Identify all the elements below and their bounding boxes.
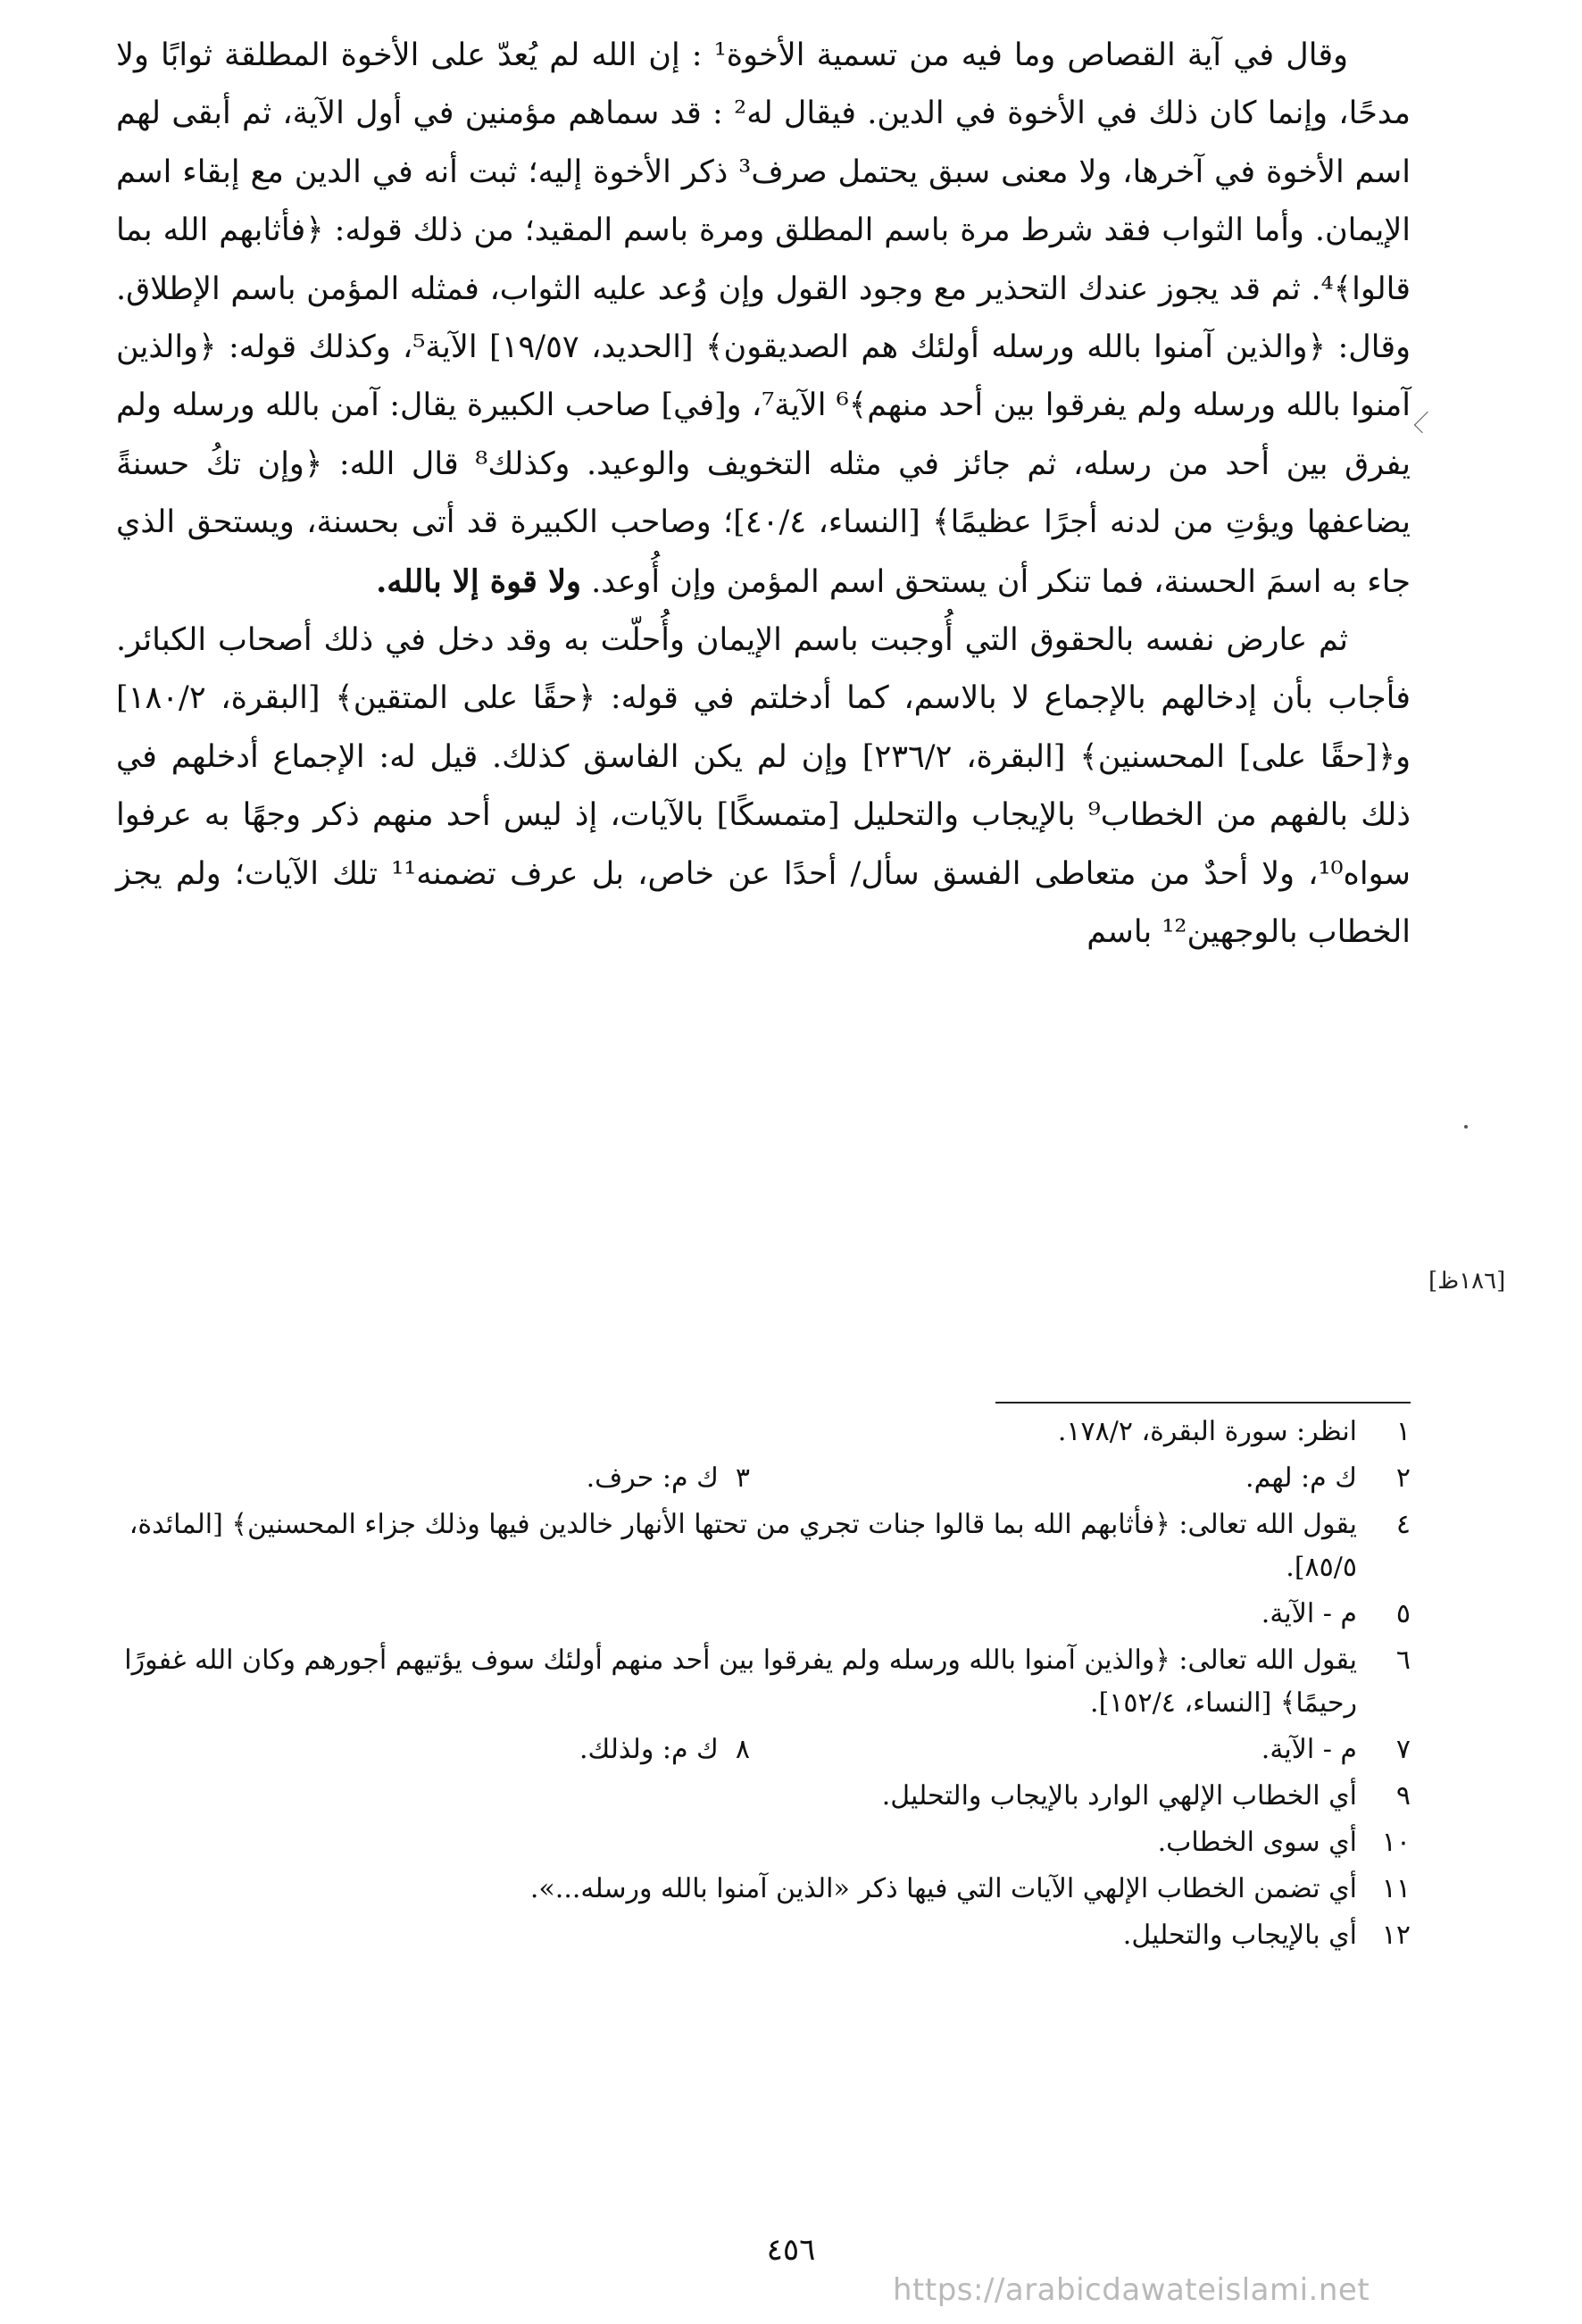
footnote-text: انظر: سورة البقرة، ١٧٨/٢. (1057, 1416, 1357, 1447)
footnote-9 (116, 1775, 1411, 1818)
website-watermark: https://arabicdawateislami.net (893, 2272, 1370, 2308)
footnote-number: ٤ (1395, 1509, 1411, 1540)
main-text-body (116, 27, 1411, 962)
footnote-text: أي تضمن الخطاب الإلهي الآيات التي فيها ذكر «الذين آمنوا بالله ورسله...». (529, 1873, 1357, 1904)
footnote-text: يقول الله تعالى: ﴿فأثابهم الله بما قالوا جنات تجري من تحتها الأنهار خالدين فيها وذلك جزاء المحسنين﴾ [المائدة، ٨٥/٥]. (129, 1509, 1357, 1583)
footnote-10 (116, 1821, 1411, 1864)
footnote-number: ١٢ (1381, 1920, 1411, 1951)
footnote-number: ٣ (735, 1462, 750, 1494)
footnote-text: م - الآية. (1261, 1598, 1357, 1629)
footnote-4 (116, 1504, 1411, 1589)
paragraph-1 (116, 27, 1411, 612)
footnote-divider (995, 1402, 1411, 1404)
footnote-2-3 (116, 1457, 1411, 1500)
footnote-5 (116, 1593, 1411, 1636)
paragraph-2 (116, 612, 1411, 962)
footnote-3 (587, 1457, 750, 1500)
footnote-1 (116, 1411, 1411, 1454)
page-number: ٤٥٦ (766, 2232, 816, 2268)
paragraph-2-text: ثم عارض نفسه بالحقوق التي أُوجبت باسم الإيمان وأُحلّت به وقد دخل في ذلك أصحاب الكبائر. فأجاب بأن إدخالهم بالإجماع لا بالاسم، كما أدخلتم في قوله: ﴿حقًا على المتقين﴾ [البقرة، ١٨٠/٢] و﴿[حقًا على] المحسنين﴾ [البقرة، ٢٣٦/٢] وإن لم يكن الفاسق كذلك. قيل له: الإجماع أدخلهم في ذلك بالفهم من الخطاب⁹ بالإيجاب والتحليل [متمسكًا] بالآيات، إذ ليس أحد منهم ذكر وجهًا به عرفوا سواه¹⁰، ولا أحدٌ من متعاطى الفسق سأل/ أحدًا عن خاص، بل عرف تضمنه¹¹ تلك الآيات؛ ولم يجز الخطاب بالوجهين¹² باسم (116, 622, 1411, 951)
footnote-number: ١ (1395, 1416, 1411, 1447)
footnote-text: ك م: حرف. (586, 1462, 719, 1494)
footnote-number: ٢ (1395, 1462, 1411, 1494)
paragraph-1-text: وقال في آية القصاص وما فيه من تسمية الأخوة¹ : إن الله لم يُعدّ على الأخوة المطلقة ثوابًا ولا مدحًا، وإنما كان ذلك في الأخوة في الدين. فيقال له² : قد سماهم مؤمنين في أول الآية، ثم أبقى لهم اسم الأخوة في آخرها، ولا معنى سبق يحتمل صرف³ ذكر الأخوة إليه؛ ثبت أنه في الدين مع إبقاء اسم الإيمان. وأما الثواب فقد شرط مرة باسم المطلق ومرة باسم المقيد؛ من ذلك قوله: ﴿فأثابهم الله بما قالوا﴾⁴. ثم قد يجوز عندك التحذير مع وجود القول وإن وُعد عليه الثواب، فمثله المؤمن باسم الإطلاق. وقال: ﴿والذين آمنوا بالله ورسله أولئك هم الصديقون﴾ [الحديد، ١٩/٥٧] الآية⁵، وكذلك قوله: ﴿والذين آمنوا بالله ورسله ولم يفرقوا بين أحد منهم﴾⁶ الآية⁷، و[في] صاحب الكبيرة يقال: آمن بالله ورسله ولم يفرق بين أحد من رسله، ثم جائز في مثله التخويف والوعيد. وكذلك⁸ قال الله: ﴿وإن تكُ حسنةً يضاعفها ويؤتِ من لدنه أجرًا عظيمًا﴾ [النساء، ٤٠/٤]؛ وصاحب الكبيرة قد أتى بحسنة، ويستحق الذي جاء به اسمَ الحسنة، فما تنكر أن يستحق اسم المؤمن وإن أُوعد. (116, 37, 1411, 600)
footnote-number: ٥ (1395, 1598, 1411, 1629)
manuscript-folio-note: [١٨٦ظ] (1428, 1268, 1506, 1295)
footnote-6 (116, 1639, 1411, 1725)
footnote-text: ك م: ولذلك. (579, 1734, 719, 1765)
footnote-text: يقول الله تعالى: ﴿والذين آمنوا بالله ورسله ولم يفرقوا بين أحد منهم أولئك سوف يؤتيهم أجورهم وكان الله غفورًا رحيمًا﴾ [النساء، ١٥٢/٤]. (124, 1645, 1357, 1719)
footnote-number: ١١ (1381, 1873, 1411, 1904)
footnote-text: أي الخطاب الإلهي الوارد بالإيجاب والتحليل. (881, 1780, 1357, 1812)
footnote-8 (579, 1728, 750, 1771)
footnote-11 (116, 1868, 1411, 1911)
footnote-text: م - الآية. (1261, 1734, 1357, 1765)
footnote-text: أي سوى الخطاب. (1157, 1827, 1357, 1858)
footnote-12 (116, 1914, 1411, 1957)
footnote-number: ٧ (1395, 1734, 1411, 1765)
margin-bracket-mark (1414, 412, 1436, 434)
footnote-text: أي بالإيجاب والتحليل. (1122, 1920, 1357, 1951)
footnote-text: ك م: لهم. (1245, 1462, 1357, 1494)
footnote-number: ٩ (1395, 1780, 1411, 1812)
paragraph-1-closing: ولا قوة إلا بالله. (376, 562, 581, 600)
footnote-number: ١٠ (1381, 1827, 1411, 1858)
margin-dot-mark (1464, 1125, 1468, 1129)
footnote-7-8 (116, 1728, 1411, 1771)
footnote-number: ٨ (735, 1734, 750, 1765)
footnote-number: ٦ (1395, 1645, 1411, 1676)
footnotes-section (116, 1411, 1411, 1961)
